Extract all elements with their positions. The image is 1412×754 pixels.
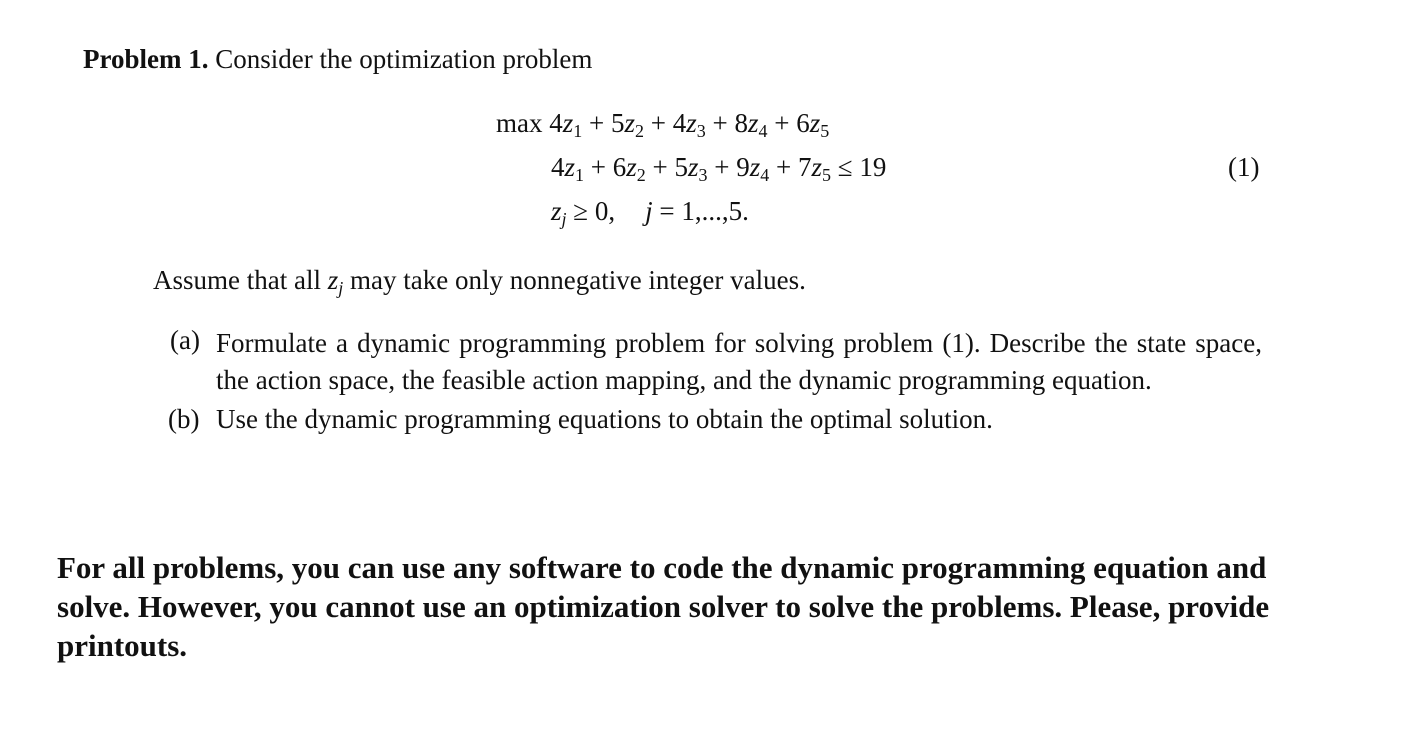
equation-number: (1)	[1228, 152, 1260, 182]
variable-domain: $z_j \ge 0$, j = 1,...,5.	[551, 196, 749, 229]
item-b-text: Use the dynamic programming equations to obtain the optimal solution.	[216, 404, 993, 434]
problem-label: Problem 1.	[83, 44, 209, 74]
objective-function: $\max 4z_1 + 5z_2 + 4z_3 + 8z_4 + 6z_5$	[496, 108, 830, 141]
integrality-assumption: Assume that all $z_j$ may take only nonnegative integer values.	[153, 265, 806, 298]
item-a-label: (a)	[170, 325, 200, 355]
item-b-label: (b)	[168, 404, 200, 434]
item-a-text: Formulate a dynamic programming problem for solving problem (1). Describe the state space, the action space, the feasible action mapping, and the dynamic programming equation.	[216, 328, 1262, 395]
knapsack-constraint: $4z_1 + 6z_2 + 5z_3 + 9z_4 + 7z_5 \le 19$	[551, 152, 887, 185]
software-instructions: For all problems, you can use any software to code the dynamic programming equation and solve. However, you cannot use an optimization solver to solve the problems. Please, provide printouts.	[57, 550, 1270, 663]
problem-heading	[83, 44, 592, 75]
problem-intro: Consider the optimization problem	[215, 44, 593, 74]
